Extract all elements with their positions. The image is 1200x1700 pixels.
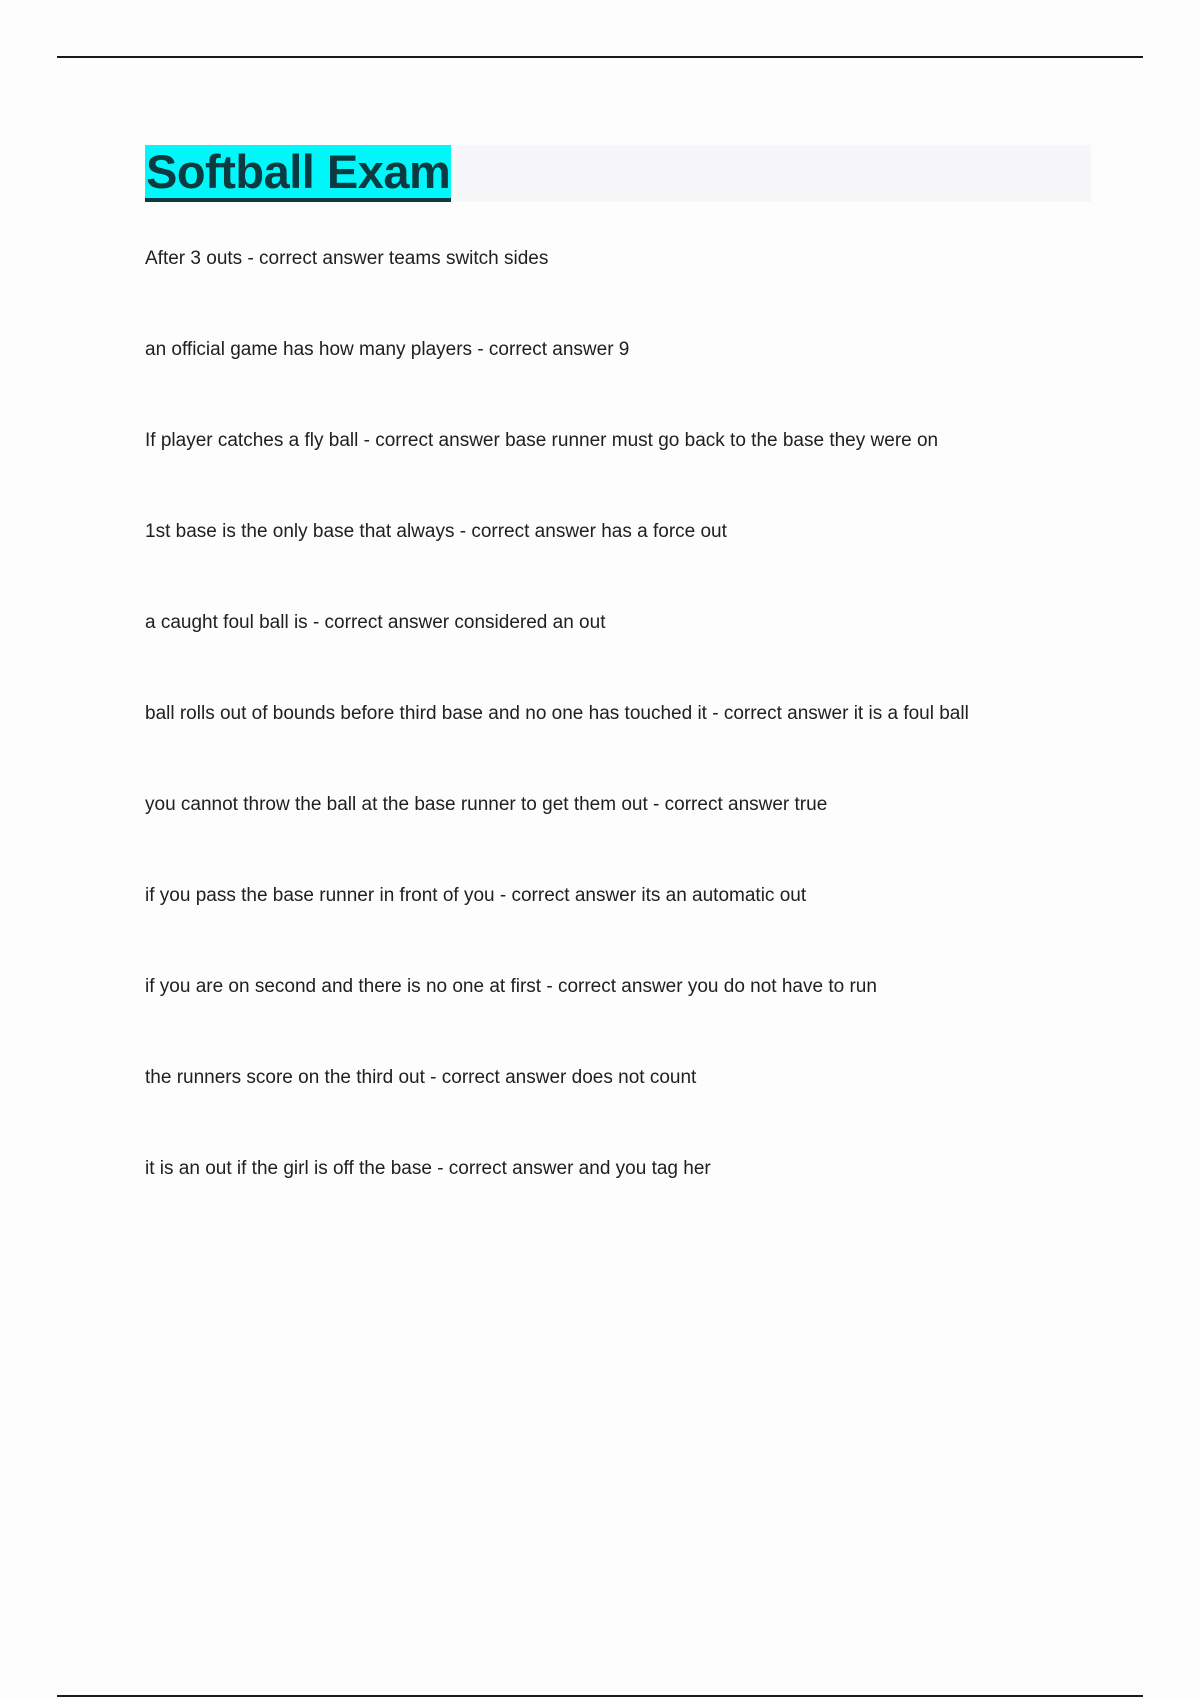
footer-rule (57, 1695, 1143, 1697)
qa-item-8: if you pass the base runner in front of you - correct answer its an automatic out (145, 885, 807, 906)
qa-item-3: If player catches a fly ball - correct answer base runner must go back to the base they were on (145, 430, 939, 451)
qa-item-2: an official game has how many players - correct answer 9 (145, 339, 630, 360)
qa-item-11: it is an out if the girl is off the base - correct answer and you tag her (145, 1158, 711, 1179)
qa-item-5: a caught foul ball is - correct answer considered an out (145, 612, 606, 633)
qa-item-6: ball rolls out of bounds before third base and no one has touched it - correct answer it is a foul ball (145, 703, 969, 724)
qa-item-10: the runners score on the third out - correct answer does not count (145, 1067, 697, 1088)
qa-item-7: you cannot throw the ball at the base runner to get them out - correct answer true (145, 794, 828, 815)
qa-item-1: After 3 outs - correct answer teams switch sides (145, 248, 549, 269)
qa-list (145, 246, 1105, 1247)
page-title: Softball Exam (145, 145, 451, 202)
header-rule (57, 56, 1143, 58)
qa-item-4: 1st base is the only base that always - correct answer has a force out (145, 521, 727, 542)
qa-item-9: if you are on second and there is no one at first - correct answer you do not have to run (145, 976, 877, 997)
